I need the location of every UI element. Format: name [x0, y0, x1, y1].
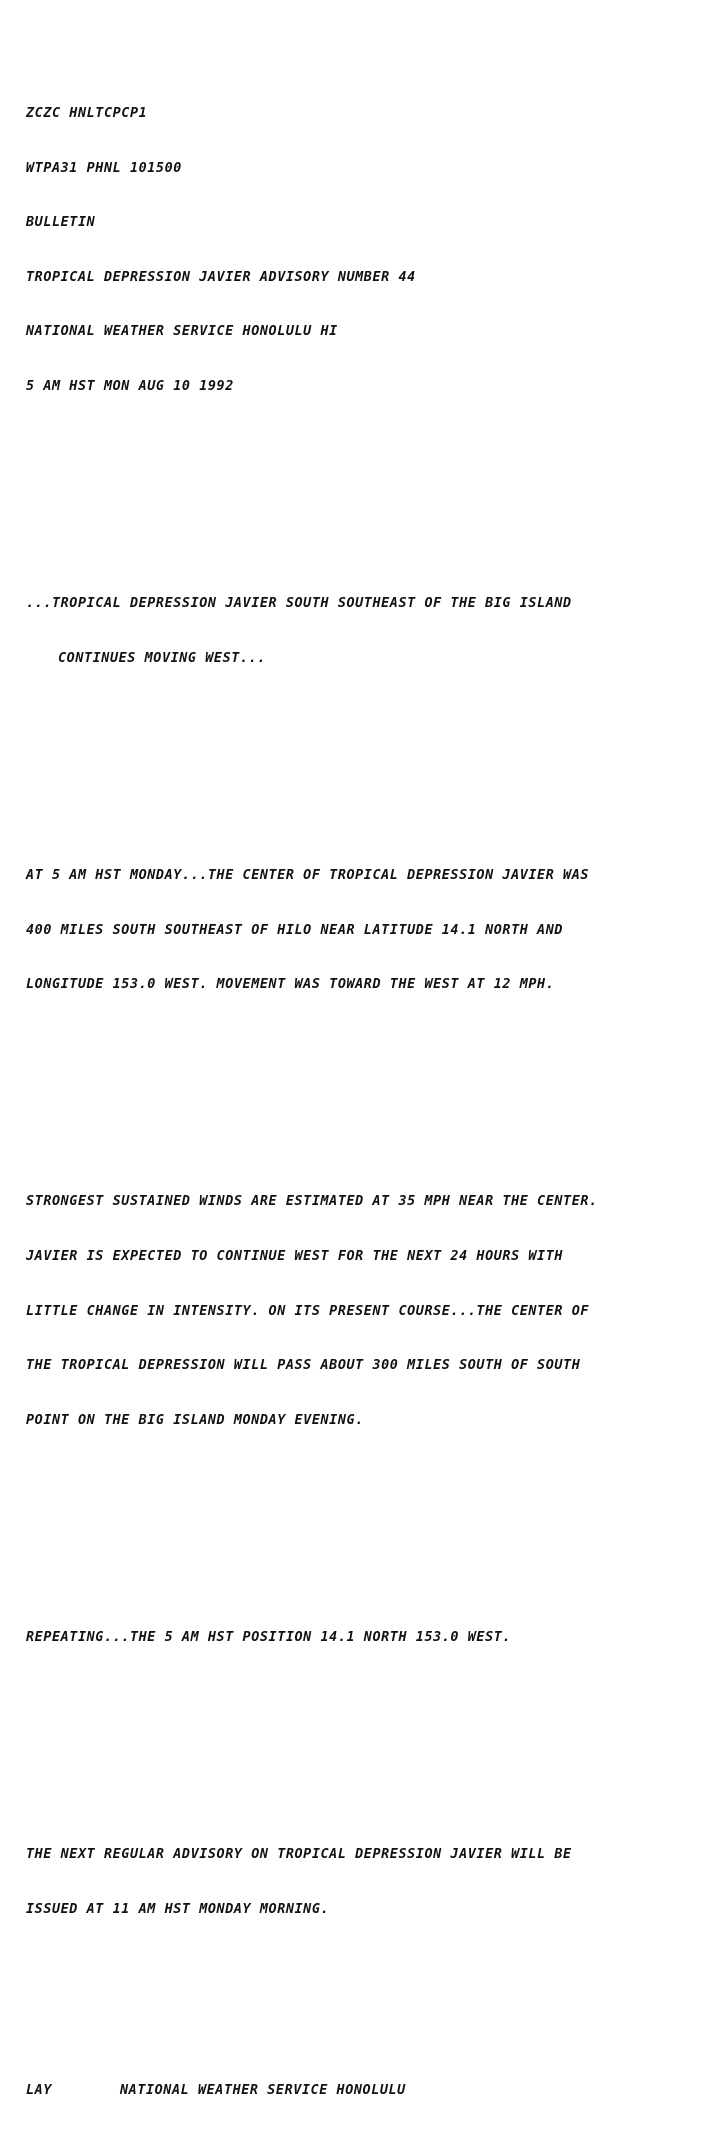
header-line: 5 AM HST MON AUG 10 1992	[26, 378, 234, 394]
paragraph-line: REPEATING...THE 5 AM HST POSITION 14.1 NORTH 153.0 WEST.	[26, 1630, 512, 1646]
header-line: TROPICAL DEPRESSION JAVIER ADVISORY NUMBER 44	[26, 269, 416, 285]
paragraph-next-advisory	[26, 1810, 696, 1956]
headline	[26, 559, 696, 705]
header-line: WTPA31 PHNL 101500	[26, 160, 182, 176]
blank-line	[26, 1085, 696, 1102]
paragraph-line: THE TROPICAL DEPRESSION WILL PASS ABOUT 300 MILES SOUTH OF SOUTH	[26, 1358, 581, 1374]
paragraph-winds	[26, 1157, 696, 1466]
paragraph-line: AT 5 AM HST MONDAY...THE CENTER OF TROPICAL DEPRESSION JAVIER WAS	[26, 868, 590, 884]
paragraph-line: THE NEXT REGULAR ADVISORY ON TROPICAL DEPRESSION JAVIER WILL BE	[26, 1847, 572, 1863]
blank-line	[26, 2010, 696, 2027]
blank-line	[26, 487, 696, 504]
paragraph-line: POINT ON THE BIG ISLAND MONDAY EVENING.	[26, 1412, 364, 1428]
paragraph-line: LONGITUDE 153.0 WEST. MOVEMENT WAS TOWARD THE WEST AT 12 MPH.	[26, 977, 555, 993]
paragraph-position	[26, 831, 696, 1031]
paragraph-line: 400 MILES SOUTH SOUTHEAST OF HILO NEAR LATITUDE 14.1 NORTH AND	[26, 922, 564, 938]
header-line: ZCZC HNLTCPCP1	[26, 106, 148, 122]
blank-line	[26, 759, 696, 776]
office-name: NATIONAL WEATHER SERVICE HONOLULU	[120, 2082, 406, 2098]
paragraph-line: ISSUED AT 11 AM HST MONDAY MORNING.	[26, 1901, 330, 1917]
bulletin-header	[26, 69, 696, 433]
paragraph-line: JAVIER IS EXPECTED TO CONTINUE WEST FOR THE NEXT 24 HOURS WITH	[26, 1249, 564, 1265]
headline-line: ...TROPICAL DEPRESSION JAVIER SOUTH SOUTHEAST OF THE BIG ISLAND	[26, 596, 572, 612]
headline-line: CONTINUES MOVING WEST...	[58, 650, 266, 666]
paragraph-repeating	[26, 1593, 696, 1684]
blank-line	[26, 1521, 696, 1538]
advisory-document	[26, 14, 696, 2136]
header-line: BULLETIN	[26, 215, 96, 231]
forecaster-name: LAY	[26, 2082, 52, 2098]
paragraph-line: LITTLE CHANGE IN INTENSITY. ON ITS PRESENT COURSE...THE CENTER OF	[26, 1303, 590, 1319]
blank-line	[26, 1738, 696, 1755]
signoff	[26, 2082, 696, 2100]
paragraph-line: STRONGEST SUSTAINED WINDS ARE ESTIMATED AT 35 MPH NEAR THE CENTER.	[26, 1194, 598, 1210]
header-line: NATIONAL WEATHER SERVICE HONOLULU HI	[26, 324, 338, 340]
